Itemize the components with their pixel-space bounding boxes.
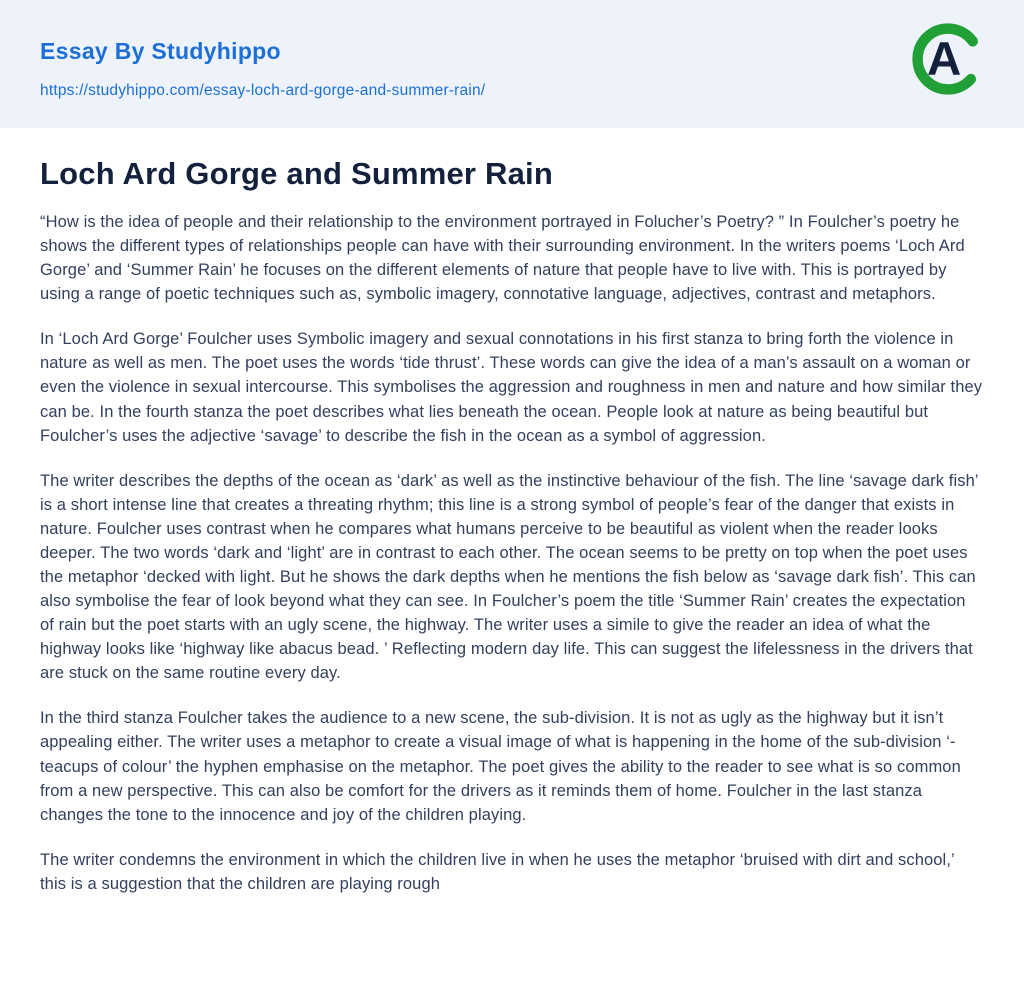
essay-paragraph: The writer describes the depths of the ocean as ‘dark’ as well as the instinctive behaviour of the fish. The line ‘savage dark fish’ is a short intense line that creates a threating rhythm; this line is a strong symbol of people’s fear of the danger that exists in nature. Foulcher uses contrast when he compares what humans perceive to be beautiful as violent when the reader looks deeper. The two words ‘dark and ‘light’ are in contrast to each other. The ocean seems to be pretty on top when the poet uses the metaphor ‘decked with light. But he shows the dark depths when he mentions the fish below as ‘savage dark fish’. This can also symbolise the fear of look beyond what they can see. In Foulcher’s poem the title ‘Summer Rain’ creates the expectation of rain but the poet starts with an ugly scene, the highway. The writer uses a simile to give the reader an idea of what the highway looks like ‘highway like abacus bead. ’ Reflecting modern day life. This can suggest the lifelessness in the drivers that are stuck on the same routine every day.: [40, 471, 978, 683]
page-title: Loch Ard Gorge and Summer Rain: [40, 156, 553, 191]
studyhippo-logo-icon[interactable]: [910, 21, 986, 97]
site-title: Essay By Studyhippo: [40, 38, 281, 64]
essay-paragraph: In the third stanza Foulcher takes the audience to a new scene, the sub-division. It is not as ugly as the highway but it isn’t appealing either. The writer uses a metaphor to create a visual image of what is happening in the home of the sub-division ‘-teacups of colour’ the hyphen emphasise on the metaphor. The poet gives the ability to the reader to see what is so common from a new perspective. This can also be comfort for the drivers as it reminds them of home. Foulcher in the last stanza changes the tone to the innocence and joy of the children playing.: [40, 709, 961, 824]
article-content: [0, 128, 1024, 957]
essay-paragraph: The writer condemns the environment in which the children live in when he uses the metaphor ‘bruised with dirt and school,’ this is a suggestion that the children are playing rough: [40, 850, 955, 893]
essay-paragraph: In ‘Loch Ard Gorge’ Foulcher uses Symbolic imagery and sexual connotations in his first stanza to bring forth the violence in nature as well as men. The poet uses the words ‘tide thrust’. These words can give the idea of a man’s assault on a woman or even the violence in sexual intercourse. This symbolises the aggression and roughness in men and nature and how similar they can be. In the fourth stanza the poet describes what lies beneath the ocean. People look at nature as being beautiful but Foulcher’s uses the adjective ‘savage’ to describe the fish in the ocean as a symbol of aggression.: [40, 330, 983, 445]
source-url-link[interactable]: https://studyhippo.com/essay-loch-ard-gorge-and-summer-rain/: [40, 82, 486, 99]
page-header: [0, 0, 1024, 128]
logo-letter: A: [927, 33, 962, 87]
essay-paragraph: “How is the idea of people and their relationship to the environment portrayed in Folucher’s Poetry? ” In Foulcher’s poetry he shows the different types of relationships people can have with their surrounding environment. In the writers poems ‘Loch Ard Gorge’ and ‘Summer Rain’ he focuses on the different elements of nature that people have to live with. This is portrayed by using a range of poetic techniques such as, symbolic imagery, connotative language, adjectives, contrast and metaphors.: [40, 213, 965, 304]
